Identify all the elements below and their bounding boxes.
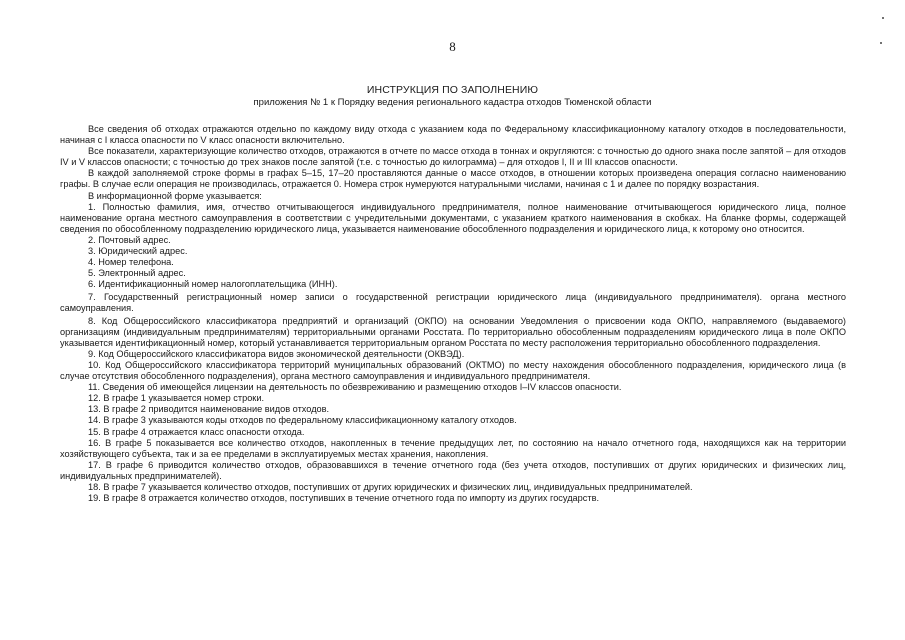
document-subtitle: приложения № 1 к Порядку ведения регионального кадастра отходов Тюменской области xyxy=(253,97,652,108)
list-item: 8. Код Общероссийского классификатора предприятий и организаций (ОКПО) на основании Уведомления о присвоении кода ОКПО, направляемого (выдаваемого) организациям (индивидуальным предпринимателям) территориальными органами Росстата. По территориально обособленным подразделениям юридического лица в поле ОКПО указывается идентификационный номер, который устанавливается территориальным органом Росстата по месту расположения территориально обособленного подразделения. xyxy=(60,315,846,348)
scan-speck xyxy=(882,17,884,19)
list-item: 17. В графе 6 приводится количество отходов, образовавшихся в течение отчетного года (без учета отходов, поступивших от других юридических и физических лиц, индивидуальных предпринимателей). xyxy=(60,459,846,481)
list-item: 14. В графе 3 указываются коды отходов по федеральному классификационному каталогу отходов. xyxy=(88,415,517,426)
instruction-body xyxy=(60,124,846,504)
page-number: 8 xyxy=(449,39,456,54)
list-item: 12. В графе 1 указывается номер строки. xyxy=(88,393,265,404)
list-item: 2. Почтовый адрес. xyxy=(88,234,171,245)
paragraph: Все сведения об отходах отражаются отдельно по каждому виду отхода с указанием кода по Федеральному классификационному каталогу отходов в последовательности, начиная с I класса опасности по V класс опасности включительно. xyxy=(60,124,846,146)
list-item: 16. В графе 5 показывается все количество отходов, накопленных в течение предыдущих лет, по состоянию на начало отчетного года, находящихся как на территории хозяйствующего субъекта, так и за ее пределами в эксплуатируемых местах хранения, накопления. xyxy=(60,437,846,459)
list-item: 11. Сведения об имеющейся лицензии на деятельность по обезвреживанию и размещению отходов I–IV классов опасности. xyxy=(88,382,622,393)
list-item: 10. Код Общероссийского классификатора территорий муниципальных образований (ОКТМО) по месту нахождения обособленного подразделения, юридического лица (в случае отсутствия обособленного подразделения), органа местного самоуправления и индивидуального предпринимателя. xyxy=(60,359,846,382)
list-item: 19. В графе 8 отражается количество отходов, поступивших в течение отчетного года по импорту из других государств. xyxy=(88,493,600,504)
paragraph: В информационной форме указывается: xyxy=(88,190,262,201)
list-item: 18. В графе 7 указывается количество отходов, поступивших от других юридических и физических лиц, индивидуальных предпринимателей. xyxy=(88,482,693,492)
list-item: 3. Юридический адрес. xyxy=(88,246,188,257)
list-item: 13. В графе 2 приводится наименование видов отходов. xyxy=(88,404,330,415)
list-item: 15. В графе 4 отражается класс опасности отхода. xyxy=(88,426,305,437)
list-item: 1. Полностью фамилия, имя, отчество отчитывающегося индивидуального предпринимателя, полное наименование отчитывающегося юридического лица, полное наименование органа местного самоуправления в соответствии с учредительными документами, с указанием краткого наименования в скобках. На бланке формы, содержащей сведения по обособленному подразделению юридического лица, указывается наименование обособленного подразделения и юридического лица, к которому оно относится. xyxy=(60,201,846,234)
list-item: 5. Электронный адрес. xyxy=(88,268,186,279)
list-item: 7. Государственный регистрационный номер записи о государственной регистрации юридического лица (индивидуального предпринимателя). органа местного самоуправления. xyxy=(60,291,846,313)
paragraph: Все показатели, характеризующие количество отходов, отражаются в отчете по массе отхода в тоннах и округляются: с точностью до одного знака после запятой – для отходов IV и V классов опасности; с точностью до трех знаков после запятой (т.е. с точностью до килограмма) – для отходов I, II и III классов опасности. xyxy=(60,146,846,168)
list-item: 6. Идентификационный номер налогоплательщика (ИНН). xyxy=(88,279,338,290)
list-item: 9. Код Общероссийского классификатора видов экономической деятельности (ОКВЭД). xyxy=(88,348,465,359)
document-title: ИНСТРУКЦИЯ ПО ЗАПОЛНЕНИЮ xyxy=(366,84,539,96)
list-item: 4. Номер телефона. xyxy=(88,257,174,268)
paragraph: В каждой заполняемой строке формы в графах 5–15, 17–20 проставляются данные о массе отходов, в отношении которых произведена операция согласно наименованию графы. В случае если операция не производилась, отражается 0. Номера строк нумеруются натуральными числами, начиная с 1 и далее по порядку возрастания. xyxy=(60,168,846,190)
